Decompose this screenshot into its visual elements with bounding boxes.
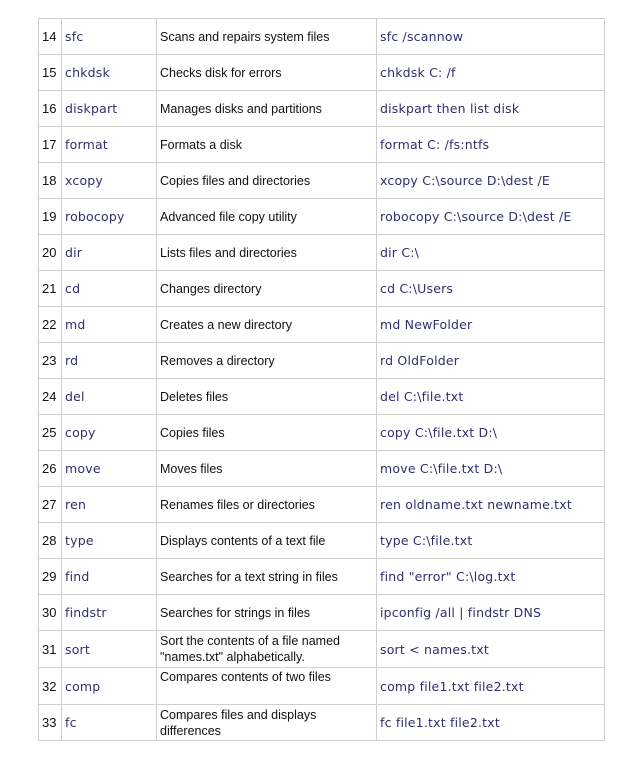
table-row [39, 19, 605, 55]
commands-table [38, 18, 605, 741]
command-example: del C:\file.txt [377, 379, 605, 415]
command-description: Searches for a text string in files [157, 559, 377, 595]
table-row [39, 487, 605, 523]
command-description: Copies files [157, 415, 377, 451]
command-name: find [62, 559, 157, 595]
row-number: 21 [39, 271, 62, 307]
table-row [39, 55, 605, 91]
command-example: dir C:\ [377, 235, 605, 271]
command-description: Creates a new directory [157, 307, 377, 343]
row-number: 19 [39, 199, 62, 235]
table-row [39, 199, 605, 235]
row-number: 30 [39, 595, 62, 631]
command-description: Manages disks and partitions [157, 91, 377, 127]
command-description: Deletes files [157, 379, 377, 415]
command-name: md [62, 307, 157, 343]
command-name: robocopy [62, 199, 157, 235]
command-example: ipconfig /all | findstr DNS [377, 595, 605, 631]
command-example: md NewFolder [377, 307, 605, 343]
table-row [39, 343, 605, 379]
row-number: 15 [39, 55, 62, 91]
row-number: 29 [39, 559, 62, 595]
command-example: ren oldname.txt newname.txt [377, 487, 605, 523]
row-number: 16 [39, 91, 62, 127]
command-description: Compares contents of two files [157, 668, 377, 705]
command-name: chkdsk [62, 55, 157, 91]
table-row [39, 559, 605, 595]
command-name: copy [62, 415, 157, 451]
row-number: 18 [39, 163, 62, 199]
row-number: 33 [39, 705, 62, 741]
row-number: 22 [39, 307, 62, 343]
command-example: copy C:\file.txt D:\ [377, 415, 605, 451]
row-number: 25 [39, 415, 62, 451]
row-number: 26 [39, 451, 62, 487]
command-example: type C:\file.txt [377, 523, 605, 559]
command-description: Copies files and directories [157, 163, 377, 199]
row-number: 20 [39, 235, 62, 271]
command-name: cd [62, 271, 157, 307]
table-row [39, 235, 605, 271]
command-description: Displays contents of a text file [157, 523, 377, 559]
command-description: Advanced file copy utility [157, 199, 377, 235]
command-example: sort < names.txt [377, 631, 605, 668]
command-name: format [62, 127, 157, 163]
row-number: 14 [39, 19, 62, 55]
table-row [39, 595, 605, 631]
command-description: Compares files and displays differences [157, 705, 377, 741]
row-number: 17 [39, 127, 62, 163]
command-name: dir [62, 235, 157, 271]
table-row [39, 91, 605, 127]
table-row [39, 379, 605, 415]
table-row [39, 668, 605, 705]
command-example: find "error" C:\log.txt [377, 559, 605, 595]
command-name: type [62, 523, 157, 559]
command-description: Scans and repairs system files [157, 19, 377, 55]
command-example: fc file1.txt file2.txt [377, 705, 605, 741]
command-name: sfc [62, 19, 157, 55]
command-example: robocopy C:\source D:\dest /E [377, 199, 605, 235]
command-name: ren [62, 487, 157, 523]
table-row [39, 705, 605, 741]
table-row [39, 415, 605, 451]
command-description: Changes directory [157, 271, 377, 307]
command-description: Moves files [157, 451, 377, 487]
table-row [39, 307, 605, 343]
command-name: rd [62, 343, 157, 379]
table-row [39, 523, 605, 559]
command-example: diskpart then list disk [377, 91, 605, 127]
command-name: fc [62, 705, 157, 741]
command-description: Removes a directory [157, 343, 377, 379]
command-name: diskpart [62, 91, 157, 127]
table-row [39, 127, 605, 163]
command-example: format C: /fs:ntfs [377, 127, 605, 163]
command-name: move [62, 451, 157, 487]
command-description: Sort the contents of a file named "names.txt" alphabetically. [157, 631, 377, 668]
command-example: rd OldFolder [377, 343, 605, 379]
row-number: 27 [39, 487, 62, 523]
row-number: 28 [39, 523, 62, 559]
command-name: findstr [62, 595, 157, 631]
command-example: cd C:\Users [377, 271, 605, 307]
row-number: 24 [39, 379, 62, 415]
table-row [39, 631, 605, 668]
command-description: Checks disk for errors [157, 55, 377, 91]
table-row [39, 163, 605, 199]
command-description: Lists files and directories [157, 235, 377, 271]
command-example: xcopy C:\source D:\dest /E [377, 163, 605, 199]
command-description: Formats a disk [157, 127, 377, 163]
command-example: move C:\file.txt D:\ [377, 451, 605, 487]
command-name: sort [62, 631, 157, 668]
command-example: sfc /scannow [377, 19, 605, 55]
table-row [39, 451, 605, 487]
command-name: xcopy [62, 163, 157, 199]
command-name: comp [62, 668, 157, 705]
commands-table-body [39, 19, 605, 741]
command-example: chkdsk C: /f [377, 55, 605, 91]
command-name: del [62, 379, 157, 415]
row-number: 23 [39, 343, 62, 379]
command-example: comp file1.txt file2.txt [377, 668, 605, 705]
command-description: Searches for strings in files [157, 595, 377, 631]
row-number: 32 [39, 668, 62, 705]
command-description: Renames files or directories [157, 487, 377, 523]
table-row [39, 271, 605, 307]
row-number: 31 [39, 631, 62, 668]
